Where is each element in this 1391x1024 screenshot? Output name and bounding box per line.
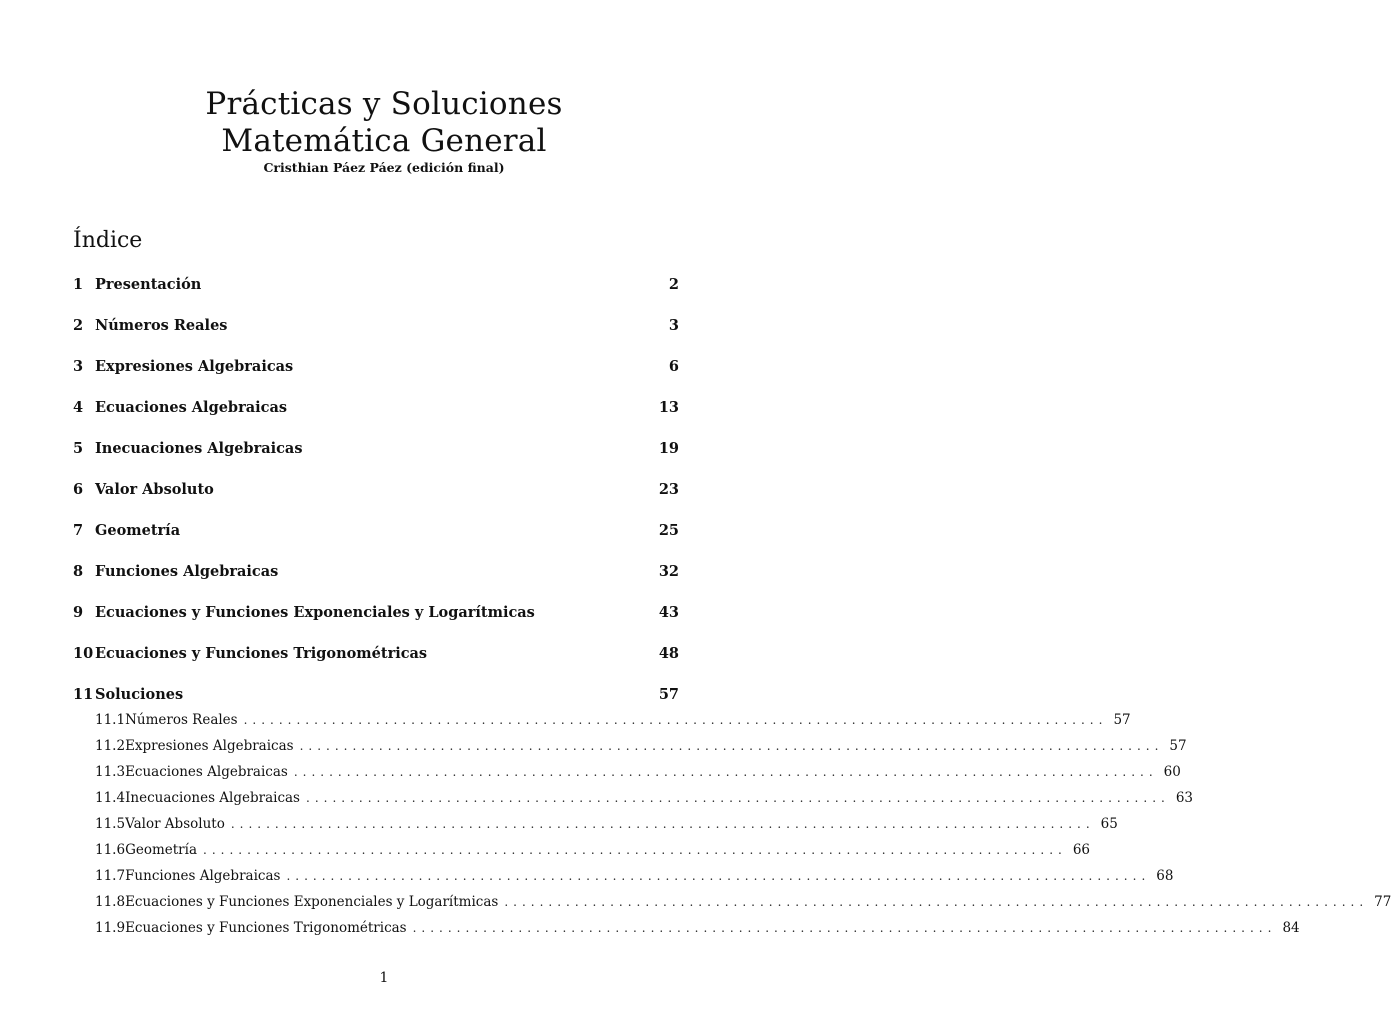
toc-subsection-page: 57	[1113, 712, 1131, 728]
toc-section	[73, 602, 679, 643]
toc-subsection-number: 11.7	[95, 868, 126, 884]
toc-section-title: Ecuaciones y Funciones Trigonométricas	[95, 645, 428, 662]
toc-subsection-title: Números Reales	[125, 712, 238, 728]
toc-subsection-number: 11.1	[95, 712, 126, 728]
toc-subsection	[73, 762, 1181, 788]
toc-subsection	[73, 892, 1391, 918]
toc-section-number: 3	[73, 358, 84, 375]
dot-leader: ..................................................................................................	[286, 869, 1151, 883]
toc-subsection-number: 11.9	[95, 920, 126, 936]
toc-section-page: 57	[658, 686, 679, 703]
toc-section-number: 11	[73, 686, 94, 703]
toc-section-page: 23	[658, 481, 679, 498]
toc-section-page: 43	[658, 604, 679, 621]
toc-section-number: 6	[73, 481, 84, 498]
toc-subsection-number: 11.4	[95, 790, 126, 806]
toc-section-title: Geometría	[95, 522, 181, 539]
toc-subsection	[73, 710, 1131, 736]
toc-subsection-title: Ecuaciones Algebraicas	[125, 764, 288, 780]
toc-subsection-page: 66	[1072, 842, 1091, 858]
toc-subsection	[73, 736, 1187, 762]
toc-section-page: 19	[658, 440, 679, 457]
toc-subsection-number: 11.8	[95, 894, 126, 910]
toc-section	[73, 520, 679, 561]
toc-section	[73, 397, 679, 438]
toc-subsection	[73, 788, 1194, 814]
toc-subsection	[73, 840, 1091, 866]
dot-leader: ..................................................................................................	[230, 817, 1095, 831]
toc-subsection-page: 65	[1100, 816, 1118, 832]
dot-leader: ..................................................................................................	[504, 895, 1369, 909]
toc-subsection-page: 60	[1163, 764, 1181, 780]
toc-section-page: 6	[668, 358, 679, 375]
toc-section	[73, 274, 679, 315]
toc-subsection-list	[73, 710, 1391, 944]
toc-section	[73, 561, 679, 602]
toc-section-number: 10	[73, 645, 94, 662]
dot-leader: ..................................................................................................	[412, 921, 1277, 935]
toc-section-title: Ecuaciones Algebraicas	[95, 399, 287, 416]
toc-section-title: Expresiones Algebraicas	[95, 358, 294, 375]
toc-section-page: 13	[658, 399, 679, 416]
toc-section-page: 3	[668, 317, 679, 334]
toc-subsection	[73, 814, 1118, 840]
toc-section	[73, 315, 679, 356]
author-line: Cristhian Páez Páez (edición final)	[263, 160, 505, 175]
toc-subsection-title: Geometría	[125, 842, 197, 858]
toc-section-number: 4	[73, 399, 84, 416]
toc-section-number: 2	[73, 317, 84, 334]
document-title-line-1: Prácticas y Soluciones	[205, 86, 563, 122]
toc-subsection-number: 11.3	[95, 764, 126, 780]
dot-leader: ..................................................................................................	[243, 713, 1108, 727]
toc-subsection-number: 11.2	[95, 738, 126, 754]
toc-section-title: Números Reales	[95, 317, 228, 334]
toc-subsection-title: Valor Absoluto	[125, 816, 225, 832]
toc-section-title: Inecuaciones Algebraicas	[95, 440, 303, 457]
toc-section-number: 1	[73, 276, 84, 293]
toc-section-page: 48	[658, 645, 679, 662]
toc-subsection-title: Expresiones Algebraicas	[125, 738, 294, 754]
toc-section-title: Presentación	[95, 276, 202, 293]
toc-section-number: 9	[73, 604, 84, 621]
page-number: 1	[379, 970, 389, 986]
toc-subsection-title: Inecuaciones Algebraicas	[125, 790, 300, 806]
toc-subsection-page: 84	[1282, 920, 1300, 936]
toc-section-number: 5	[73, 440, 84, 457]
toc-subsection-page: 77	[1374, 894, 1391, 910]
toc-subsection-number: 11.6	[95, 842, 126, 858]
toc-section-number: 7	[73, 522, 84, 539]
toc-subsection	[73, 918, 1300, 944]
toc-subsection	[73, 866, 1174, 892]
toc-section-title: Ecuaciones y Funciones Exponenciales y Logarítmicas	[95, 604, 535, 621]
toc-section	[73, 643, 679, 684]
toc-subsection-title: Funciones Algebraicas	[125, 868, 281, 884]
toc-section-title: Soluciones	[95, 686, 184, 703]
toc-subsection-title: Ecuaciones y Funciones Trigonométricas	[125, 920, 407, 936]
toc-section-title: Valor Absoluto	[95, 481, 214, 498]
dot-leader: ..................................................................................................	[306, 791, 1170, 805]
toc-subsection-title: Ecuaciones y Funciones Exponenciales y Logarítmicas	[125, 894, 499, 910]
toc-section	[73, 479, 679, 520]
title-block	[0, 86, 768, 175]
toc-section-page: 2	[668, 276, 679, 293]
toc-section-title: Funciones Algebraicas	[95, 563, 279, 580]
document-title-line-2: Matemática General	[221, 123, 547, 159]
table-of-contents	[73, 274, 1391, 944]
index-heading: Índice	[73, 228, 143, 253]
dot-leader: ..................................................................................................	[203, 843, 1067, 857]
toc-section	[73, 356, 679, 397]
toc-subsection-page: 63	[1175, 790, 1194, 806]
toc-subsection-page: 57	[1169, 738, 1187, 754]
toc-section-number: 8	[73, 563, 84, 580]
dot-leader: ..................................................................................................	[299, 739, 1164, 753]
toc-section-page: 25	[658, 522, 679, 539]
dot-leader: ..................................................................................................	[293, 765, 1158, 779]
toc-subsection-number: 11.5	[95, 816, 126, 832]
toc-subsection-page: 68	[1156, 868, 1174, 884]
toc-section-page: 32	[658, 563, 679, 580]
toc-section	[73, 438, 679, 479]
